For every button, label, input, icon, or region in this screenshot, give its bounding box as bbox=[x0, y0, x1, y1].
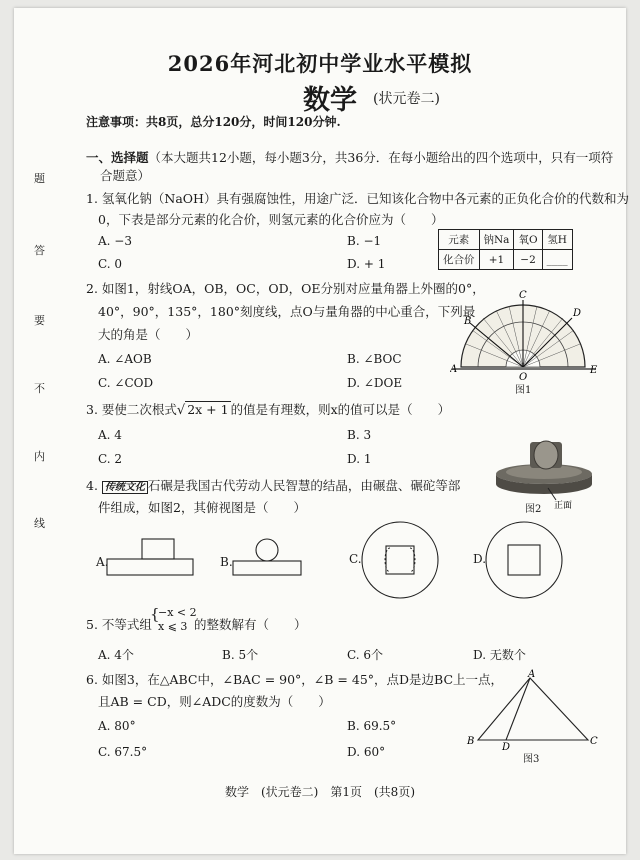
q2-option-b: B. ∠BOC bbox=[347, 352, 402, 366]
sqrt-icon: √ bbox=[176, 403, 186, 418]
label-a: A bbox=[528, 669, 536, 680]
binding-margin bbox=[30, 170, 54, 550]
label-a: A bbox=[450, 364, 458, 375]
q1-option-d: D. + 1 bbox=[347, 257, 386, 271]
q4-option-c: C. bbox=[349, 552, 362, 566]
q6-option-a: A. 80° bbox=[98, 719, 136, 733]
page-footer: 数学 (状元卷二) 第1页 (共8页) bbox=[225, 785, 415, 799]
q6-stem-line1: 6. 如图3，在△ABC中，∠BAC = 90°，∠B = 45°，点D是边BC上一点， bbox=[86, 672, 504, 687]
q2-option-a: A. ∠AOB bbox=[98, 352, 152, 366]
q5-option-a: A. 4个 bbox=[98, 648, 134, 662]
table-header-cell: 氧O bbox=[514, 230, 542, 250]
q1-option-b: B. −1 bbox=[347, 234, 382, 248]
q4-option-b-figure bbox=[232, 537, 304, 579]
q4-option-a-figure bbox=[106, 537, 196, 579]
table-header-cell: 氢H bbox=[542, 230, 572, 250]
q6-stem-line2: 且AB = CD，则∠ADC的度数为（ ） bbox=[98, 694, 331, 709]
q5-option-c: C. 6个 bbox=[347, 648, 384, 662]
q4-stem-line1 bbox=[86, 478, 460, 496]
q3-option-b: B. 3 bbox=[347, 428, 372, 442]
culture-badge: 传统文化 bbox=[102, 481, 148, 494]
q4-option-d: D. bbox=[473, 552, 487, 566]
q1-stem-line1: 1. 氢氧化钠（NaOH）具有强腐蚀性，用途广泛．已知该化合物中各元素的正负化合价的代数和为 bbox=[86, 191, 629, 206]
q6-option-b: B. 69.5° bbox=[347, 719, 397, 733]
q3-option-c: C. 2 bbox=[98, 452, 123, 466]
q5-option-d: D. 无数个 bbox=[473, 648, 526, 662]
triangle-figure bbox=[464, 668, 604, 750]
inequality-line2: x ⩽ 3 bbox=[158, 620, 188, 633]
label-c: C bbox=[590, 736, 598, 747]
q4-number: 4. bbox=[86, 478, 98, 493]
q5-stem-after: 的整数解有（ ） bbox=[194, 617, 307, 632]
q5-option-b: B. 5个 bbox=[222, 648, 259, 662]
q2-stem-line3: 大的角是（ ） bbox=[98, 327, 199, 342]
label-b: B bbox=[464, 316, 472, 327]
notice: 注意事项：共8页，总分120分，时间120分钟. bbox=[86, 115, 341, 129]
table-cell: ____ bbox=[542, 250, 572, 270]
label-o: O bbox=[519, 372, 528, 383]
q6-option-d: D. 60° bbox=[347, 745, 386, 759]
table-cell: +1 bbox=[479, 250, 514, 270]
protractor-figure bbox=[450, 288, 600, 390]
edition-label: (状元卷二) bbox=[373, 91, 440, 107]
margin-char: 答 bbox=[34, 244, 45, 257]
margin-char: 不 bbox=[34, 382, 45, 395]
q3-stem-before: 3. 要使二次根式 bbox=[86, 402, 177, 417]
millstone-figure bbox=[490, 428, 600, 513]
q1-stem-line2: 0，下表是部分元素的化合价，则氢元素的化合价应为（ ） bbox=[98, 212, 444, 227]
q4-option-c-figure bbox=[360, 520, 440, 600]
figure3-caption: 图3 bbox=[523, 754, 540, 765]
label-b: B bbox=[467, 736, 475, 747]
valence-table bbox=[438, 229, 573, 270]
label-c: C bbox=[519, 290, 527, 301]
q2-option-c: C. ∠COD bbox=[98, 376, 154, 390]
margin-char: 要 bbox=[34, 314, 45, 327]
figure2-caption: 图2 bbox=[525, 504, 542, 515]
q2-option-d: D. ∠DOE bbox=[347, 376, 403, 390]
q2-stem-line2: 40°，90°，135°，180°刻度线，点O与量角器的中心重合，下列最 bbox=[98, 304, 476, 319]
q3-stem bbox=[86, 402, 450, 419]
exam-title: 2026年河北初中学业水平模拟 bbox=[167, 51, 473, 76]
label-d: D bbox=[573, 308, 582, 319]
section-intro bbox=[86, 150, 613, 166]
label-d: D bbox=[502, 742, 511, 750]
radicand: 2x + 1 bbox=[187, 402, 229, 417]
q2-stem-line1: 2. 如图1，射线OA，OB，OC，OD，OE分别对应量角器上外圈的0°， bbox=[86, 281, 485, 296]
q3-stem-after: 的值是有理数，则x的值可以是（ ） bbox=[230, 402, 451, 417]
q5-stem-before: 5. 不等式组 bbox=[86, 617, 152, 632]
q3-option-d: D. 1 bbox=[347, 452, 372, 466]
q4-stem-text: 石碾是我国古代劳动人民智慧的结晶，由碾盘、碾砣等部 bbox=[147, 478, 461, 493]
table-cell: −2 bbox=[514, 250, 542, 270]
q4-option-b: B. bbox=[220, 555, 233, 569]
front-label: 正面 bbox=[554, 501, 573, 511]
inequality-line1: −x < 2 bbox=[158, 606, 197, 619]
table-cell: 化合价 bbox=[439, 250, 480, 270]
label-e: E bbox=[590, 365, 598, 376]
margin-char: 线 bbox=[34, 517, 45, 530]
q6-option-c: C. 67.5° bbox=[98, 745, 148, 759]
q4-option-a: A. bbox=[96, 555, 109, 569]
q1-option-c: C. 0 bbox=[98, 257, 123, 271]
subject-title: 数学 bbox=[303, 85, 357, 116]
table-header-cell: 元素 bbox=[439, 230, 480, 250]
q4-stem-line2: 件组成，如图2，其俯视图是（ ） bbox=[98, 500, 306, 515]
q1-option-a: A. −3 bbox=[98, 234, 132, 248]
segment-ad bbox=[506, 678, 530, 740]
millstone-roller-end bbox=[534, 441, 558, 469]
brace-icon: { bbox=[150, 605, 160, 623]
triangle-abc bbox=[478, 678, 588, 740]
margin-char: 题 bbox=[34, 172, 45, 185]
figure1-caption: 图1 bbox=[515, 385, 532, 396]
table-header-cell: 钠Na bbox=[479, 230, 514, 250]
margin-char: 内 bbox=[34, 450, 45, 463]
section-heading: 一、选择题 bbox=[86, 150, 149, 165]
q3-option-a: A. 4 bbox=[98, 428, 122, 442]
q4-option-d-figure bbox=[484, 520, 564, 600]
section-intro-line2: 合题意） bbox=[100, 168, 151, 183]
section-intro-text: （本大题共12小题，每小题3分，共36分．在每小题给出的四个选项中，只有一项符 bbox=[148, 150, 614, 165]
